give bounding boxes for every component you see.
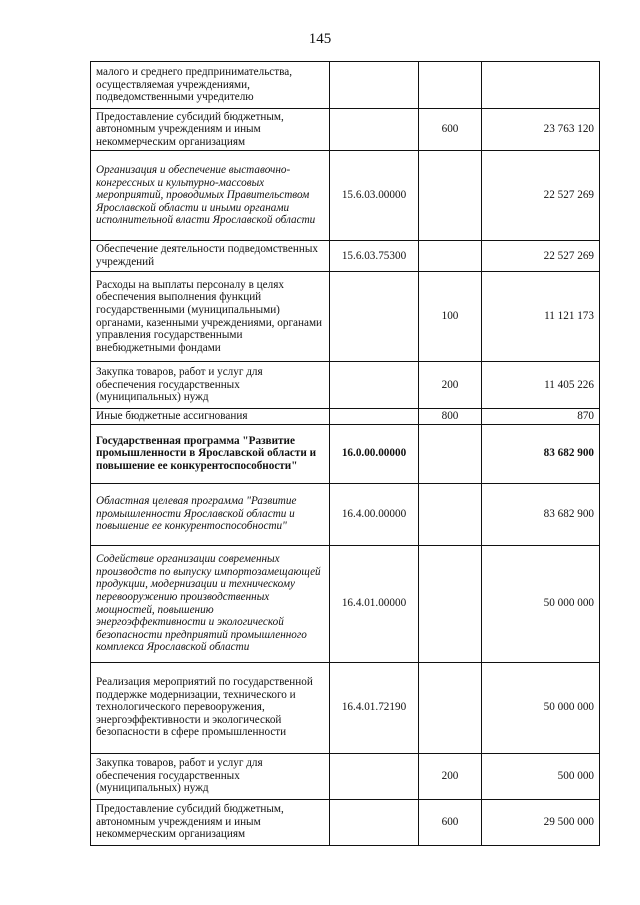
row-code — [330, 62, 419, 109]
row-amount: 22 527 269 — [482, 151, 600, 241]
row-name: Организация и обеспечение выставочно-конгрессных и культурно-массовых мероприятий, проводимых Правительством Ярославской области и иными органами исполнительной власти Ярославской области — [91, 151, 330, 241]
table-row — [91, 424, 600, 483]
budget-table — [90, 61, 600, 846]
row-expense-type — [419, 62, 482, 109]
row-code — [330, 109, 419, 151]
row-code: 16.4.00.00000 — [330, 483, 419, 545]
row-code — [330, 753, 419, 799]
row-name: Предоставление субсидий бюджетным, автономным учреждениям и иным некоммерческим организациям — [91, 109, 330, 151]
row-code: 16.4.01.72190 — [330, 662, 419, 753]
row-amount — [482, 62, 600, 109]
table-row — [91, 483, 600, 545]
table-row — [91, 409, 600, 425]
row-expense-type: 100 — [419, 272, 482, 362]
row-amount: 23 763 120 — [482, 109, 600, 151]
row-amount: 83 682 900 — [482, 483, 600, 545]
row-amount: 29 500 000 — [482, 799, 600, 845]
row-name: Областная целевая программа "Развитие промышленности Ярославской области и повышение ее конкурентоспособности" — [91, 483, 330, 545]
row-expense-type: 600 — [419, 109, 482, 151]
table-row — [91, 62, 600, 109]
table-row — [91, 753, 600, 799]
row-code: 15.6.03.75300 — [330, 241, 419, 272]
row-amount: 22 527 269 — [482, 241, 600, 272]
row-name: Реализация мероприятий по государственной поддержке модернизации, технического и технологического перевооружения, энергоэффективности и экологической безопасности в сфере промышленности — [91, 662, 330, 753]
row-name: малого и среднего предпринимательства, осуществляемая учреждениями, подведомственными учредителю — [91, 62, 330, 109]
row-code — [330, 799, 419, 845]
row-amount: 83 682 900 — [482, 424, 600, 483]
row-expense-type: 200 — [419, 753, 482, 799]
table-row — [91, 241, 600, 272]
row-expense-type: 600 — [419, 799, 482, 845]
row-amount: 500 000 — [482, 753, 600, 799]
row-name: Государственная программа "Развитие промышленности в Ярославской области и повышение ее конкурентоспособности" — [91, 424, 330, 483]
row-name: Закупка товаров, работ и услуг для обеспечения государственных (муниципальных) нужд — [91, 362, 330, 409]
row-expense-type: 200 — [419, 362, 482, 409]
page-number: 145 — [308, 31, 332, 47]
table-row — [91, 272, 600, 362]
table-row — [91, 799, 600, 845]
row-amount: 11 405 226 — [482, 362, 600, 409]
row-expense-type — [419, 424, 482, 483]
row-expense-type — [419, 151, 482, 241]
row-code — [330, 409, 419, 425]
row-expense-type: 800 — [419, 409, 482, 425]
table-row — [91, 545, 600, 662]
row-code — [330, 362, 419, 409]
row-amount: 50 000 000 — [482, 545, 600, 662]
row-name: Содействие организации современных производств по выпуску импортозамещающей продукции, модернизации и техническому перевооружению производственных мощностей, повышению энергоэффективности и экологической безопасности предприятий промышленного комплекса Ярославской области — [91, 545, 330, 662]
row-code — [330, 272, 419, 362]
row-expense-type — [419, 662, 482, 753]
row-code: 15.6.03.00000 — [330, 151, 419, 241]
row-name: Расходы на выплаты персоналу в целях обеспечения выполнения функций государственными (муниципальными) органами, казенными учреждениями, органами управления государственными внебюджетными фондами — [91, 272, 330, 362]
row-expense-type — [419, 483, 482, 545]
row-name: Обеспечение деятельности подведомственных учреждений — [91, 241, 330, 272]
table-row — [91, 662, 600, 753]
table-row — [91, 109, 600, 151]
row-amount: 11 121 173 — [482, 272, 600, 362]
row-name: Иные бюджетные ассигнования — [91, 409, 330, 425]
row-code: 16.4.01.00000 — [330, 545, 419, 662]
table-row — [91, 362, 600, 409]
row-code: 16.0.00.00000 — [330, 424, 419, 483]
row-amount: 50 000 000 — [482, 662, 600, 753]
row-expense-type — [419, 545, 482, 662]
row-name: Предоставление субсидий бюджетным, автономным учреждениям и иным некоммерческим организациям — [91, 799, 330, 845]
row-name: Закупка товаров, работ и услуг для обеспечения государственных (муниципальных) нужд — [91, 753, 330, 799]
row-expense-type — [419, 241, 482, 272]
budget-table-body — [91, 62, 600, 846]
row-amount: 870 — [482, 409, 600, 425]
table-row — [91, 151, 600, 241]
